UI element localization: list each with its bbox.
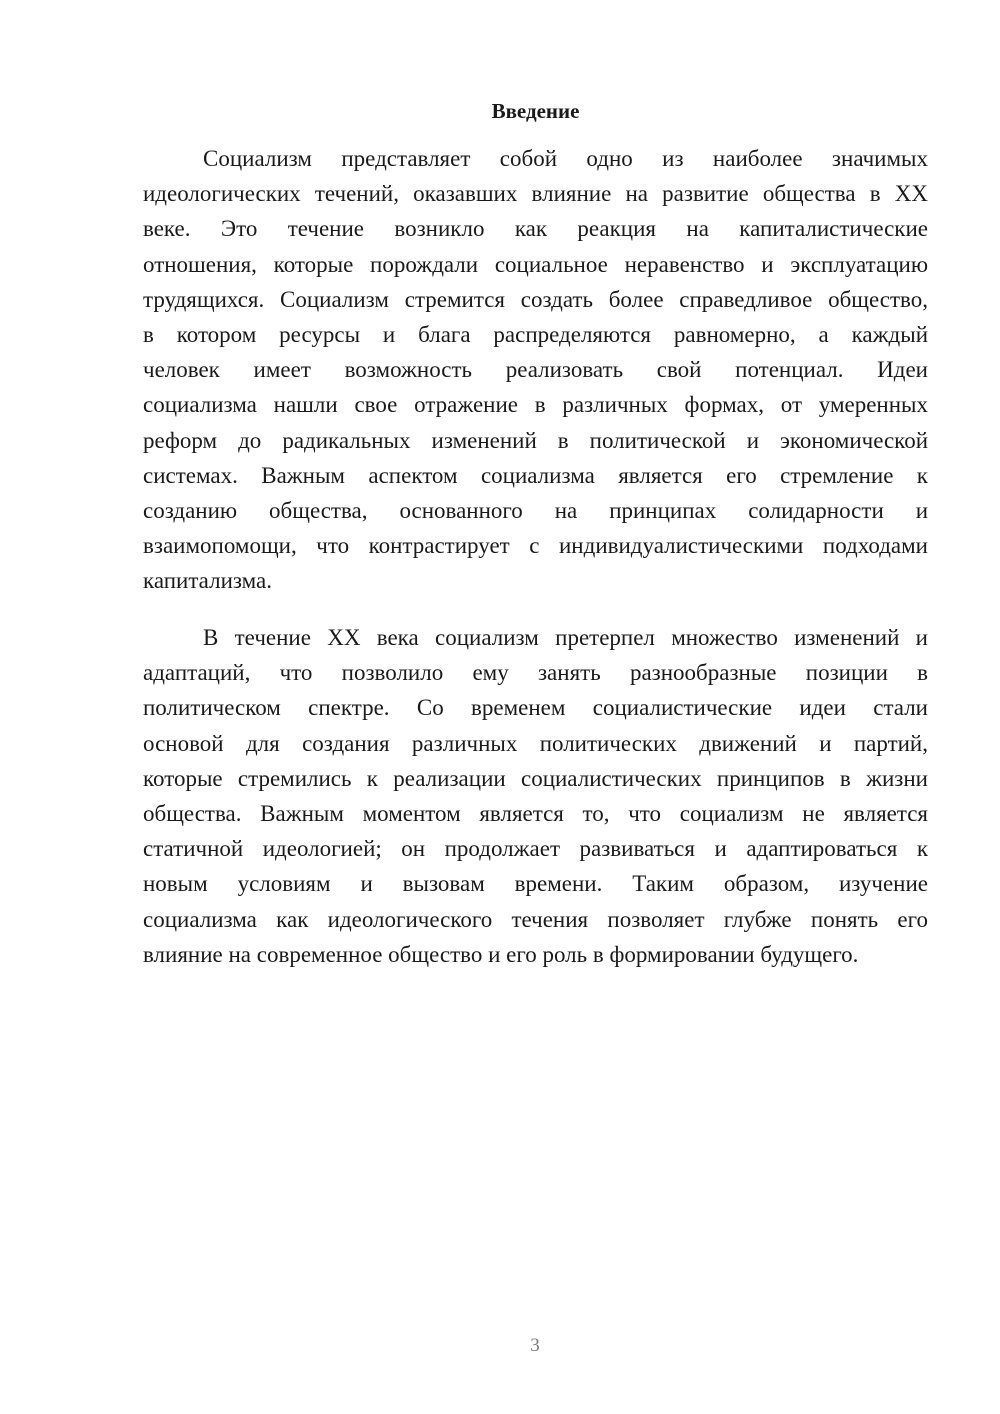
text-line: созданию общества, основанного на принципах солидарности и: [143, 498, 928, 524]
text-line: капитализма.: [143, 568, 272, 594]
text-line: отношения, которые порождали социальное неравенство и эксплуатацию: [143, 251, 928, 277]
text-line: в котором ресурсы и блага распределяются равномерно, а каждый: [143, 322, 928, 348]
text-line: влияние на современное общество и его роль в формировании будущего.: [143, 941, 859, 967]
text-line: идеологических течений, оказавших влияние на развитие общества в XX: [143, 181, 928, 207]
text-line: адаптаций, что позволило ему занять разнообразные позиции в: [143, 660, 928, 686]
text-line: новым условиям и вызовам времени. Таким образом, изучение: [143, 871, 928, 897]
text-line: политическом спектре. Со временем социалистические идеи стали: [143, 695, 928, 721]
text-line: социализма как идеологического течения позволяет глубже понять его: [143, 906, 928, 932]
page-number: 3: [530, 1335, 540, 1356]
text-line: основой для создания различных политических движений и партий,: [143, 730, 928, 756]
text-line: трудящихся. Социализм стремится создать более справедливое общество,: [143, 286, 928, 312]
text-line: веке. Это течение возникло как реакция на капиталистические: [143, 216, 928, 242]
paragraph-introduction-2: [143, 620, 928, 972]
text-line: В течение XX века социализм претерпел множество изменений и: [203, 625, 928, 650]
text-line: человек имеет возможность реализовать свой потенциал. Идеи: [143, 357, 928, 383]
text-line: Социализм представляет собой одно из наиболее значимых: [203, 146, 928, 171]
page-title: Введение: [491, 99, 580, 123]
text-line: которые стремились к реализации социалистических принципов в жизни: [143, 765, 928, 791]
text-line: социализма нашли свое отражение в различных формах, от умеренных: [143, 392, 928, 418]
text-line: общества. Важным моментом является то, что социализм не является: [143, 801, 928, 827]
paragraph-introduction-1: [143, 141, 928, 599]
text-line: взаимопомощи, что контрастирует с индивидуалистическими подходами: [143, 533, 928, 559]
text-line: статичной идеологией; он продолжает развиваться и адаптироваться к: [143, 836, 928, 862]
text-line: реформ до радикальных изменений в политической и экономической: [143, 427, 928, 453]
text-line: системах. Важным аспектом социализма является его стремление к: [143, 462, 928, 488]
